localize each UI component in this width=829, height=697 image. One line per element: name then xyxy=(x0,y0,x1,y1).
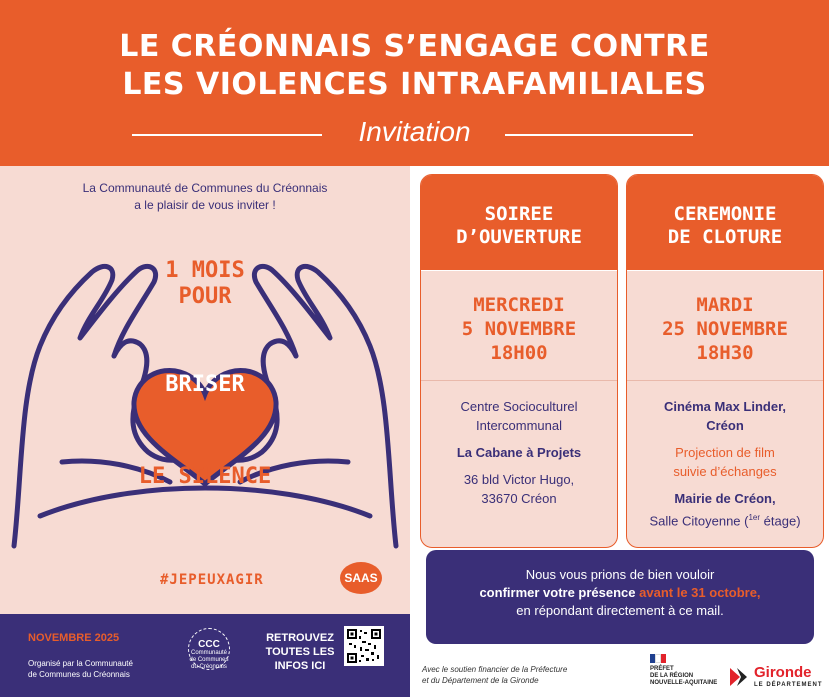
event-title-line-2: D’OUVERTURE xyxy=(456,226,582,248)
activity-line-2: suivie d’échanges xyxy=(673,464,777,479)
prefet-line-2: DE LA RÉGION xyxy=(650,673,694,679)
support-line-1: Avec le soutien financier de la Préfecture xyxy=(422,665,568,674)
cta-line-3: INFOS ICI xyxy=(274,660,326,672)
event-details xyxy=(410,166,829,697)
prefet-line-3: NOUVELLE-AQUITAINE xyxy=(650,680,718,686)
gironde-name: Gironde xyxy=(754,664,812,681)
footer-org-line-1: Organisé par la Communauté xyxy=(28,659,133,668)
cta-line-1: RETROUVEZ xyxy=(266,632,334,644)
divider-right xyxy=(505,134,693,136)
activity-line-1: Projection de film xyxy=(675,445,775,460)
venue-floor-sup: 1er xyxy=(748,513,761,522)
footer-date: NOVEMBRE 2025 xyxy=(28,632,120,644)
event-title-line-1: SOIREE xyxy=(484,203,554,225)
footer-cta xyxy=(262,631,338,673)
venue-room: Salle Citoyenne xyxy=(649,513,741,529)
gironde-logo xyxy=(728,664,823,689)
prefet-line-1: PRÉFET xyxy=(650,666,674,672)
hashtag: #JEPEUXAGIR xyxy=(160,572,264,588)
invitation-subtitle: Invitation xyxy=(358,116,471,147)
intro-line-1: La Communauté de Communes du Créonnais xyxy=(82,181,328,195)
french-flag-icon xyxy=(650,654,666,663)
venue-place: Mairie de Créon, xyxy=(674,491,776,506)
event-title-line-1: CEREMONIE xyxy=(673,203,777,225)
event-date: 5 NOVEMBRE xyxy=(461,318,577,340)
event-location: Cinéma Max Linder, Créon Projection de film suivie d’échanges Mairie de Créon, Salle Citoyenne ($^{1er}$ étage) xyxy=(649,399,801,529)
funding-note xyxy=(422,664,592,686)
rsvp-line-1: Nous vous prions de bien vouloir xyxy=(525,567,715,582)
poster-footer xyxy=(0,614,410,697)
closing-words: LE SILENCE xyxy=(138,464,272,489)
venue-line-2: Intercommunal xyxy=(476,418,562,433)
heading-line-2: POUR xyxy=(178,284,232,309)
address-line-1: 36 bld Victor Hugo, xyxy=(463,472,575,487)
event-title xyxy=(627,175,823,271)
heading-top xyxy=(140,258,270,310)
event-day: MERCREDI xyxy=(473,294,565,316)
title-line-2: LES VIOLENCES INTRAFAMILIALES xyxy=(122,67,707,102)
event-time: 18H30 xyxy=(696,342,754,364)
event-title-line-2: DE CLOTURE xyxy=(667,226,783,248)
event-location xyxy=(421,381,617,508)
venue-floor-rest: étage) xyxy=(760,513,801,529)
event-day: MARDI xyxy=(696,294,754,316)
gironde-arrow-icon xyxy=(728,666,750,688)
footer-org-line-2: de Communes du Créonnais xyxy=(28,670,130,679)
heading-line-1: 1 MOIS xyxy=(165,258,245,283)
event-datetime xyxy=(421,271,617,381)
event-title xyxy=(421,175,617,271)
rsvp-box xyxy=(426,550,814,644)
rsvp-line-2a: confirmer votre présence xyxy=(479,585,636,600)
ccc-logo-line-2: de Communes xyxy=(189,657,229,663)
event-time: 18H00 xyxy=(490,342,548,364)
rsvp-deadline: avant le 31 octobre, xyxy=(639,585,761,600)
poster-intro xyxy=(0,180,410,214)
ccc-logo-line-3: du Créonnais xyxy=(191,664,227,670)
event-card-opening xyxy=(420,174,618,548)
intro-line-2: a le plaisir de vous inviter ! xyxy=(134,198,276,212)
saas-logo: SAAS xyxy=(340,562,382,594)
header-banner xyxy=(0,0,829,166)
venue-line-1: Centre Socioculturel xyxy=(460,399,578,414)
venue-line-1: Cinéma Max Linder, xyxy=(663,399,787,414)
gironde-sub: LE DÉPARTEMENT xyxy=(754,682,823,688)
event-card-closing xyxy=(626,174,824,548)
footer-organizer xyxy=(28,658,168,680)
prefecture-logo xyxy=(650,654,720,687)
venue-line-2: Créon xyxy=(706,418,744,433)
ccc-logo xyxy=(188,628,230,670)
address-line-2: 33670 Créon xyxy=(481,491,557,506)
heart-word: BRISER xyxy=(165,372,245,397)
qr-code[interactable] xyxy=(344,626,384,666)
venue-place: La Cabane à Projets xyxy=(456,445,582,460)
event-datetime xyxy=(627,271,823,381)
poster xyxy=(0,166,410,697)
event-date: 25 NOVEMBRE xyxy=(662,318,788,340)
rsvp-line-3: en répondant directement à ce mail. xyxy=(516,603,724,618)
support-line-2: et du Département de la Gironde xyxy=(422,676,539,685)
ccc-logo-acronym: CCC xyxy=(198,639,220,650)
title-line-1: LE CRÉONNAIS S’ENGAGE CONTRE xyxy=(119,29,710,64)
cta-line-2: TOUTES LES xyxy=(265,646,335,658)
ccc-logo-line-1: Communauté xyxy=(190,650,228,656)
page-title xyxy=(0,28,829,104)
